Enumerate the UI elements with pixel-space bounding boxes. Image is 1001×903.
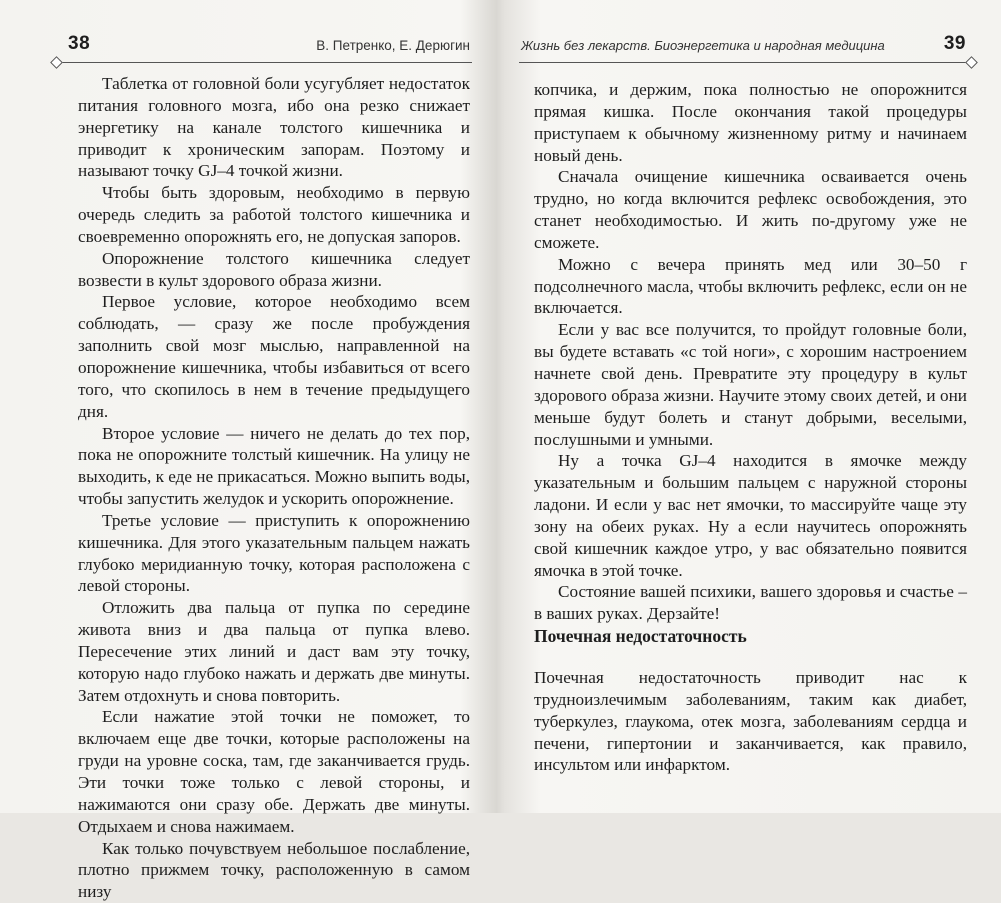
paragraph: Если нажатие этой точки не поможет, то включаем еще две точки, которые расположены на груди на уровне соска, там, где заканчивается грудь. Эти точки тоже только с левой стороны, и нажимаются они сразу обе. Держать две минуты. Отдыхаем и снова нажимаем. <box>78 707 470 836</box>
left-page-number: 38 <box>68 33 91 54</box>
right-page-number: 39 <box>943 33 966 54</box>
right-rule-ornament <box>965 56 978 69</box>
section-paragraph: Почечная недостаточность приводит нас к трудноизлечимым заболеваниям, таким как диабет, туберкулез, глаукома, отек мозга, заболеваниям сердца и печени, гипертонии и заканчивается, как правило, инсультом или инфарктом. <box>534 668 967 775</box>
paragraph: Как только почувствуем небольшое послабление, плотно прижмем точку, расположенную в самом низу <box>78 838 470 902</box>
paragraph: Третье условие — приступить к опорожнению кишечника. Для этого указательным пальцем нажать глубоко меридианную точку, которая расположена с левой стороны. <box>78 510 470 596</box>
paragraph: Таблетка от головной боли усугубляет недостаток питания головного мозга, ибо она резко снижает энергетику на канале толстого кишечника и приводит к хроническим запорам. Поэтому и называют точку GJ–4 точкой жизни. <box>78 74 470 181</box>
continued-paragraph: копчика, и держим, пока полностью не опорожнится прямая кишка. После окончания такой процедуры приступаем к обычному жизненному ритму и начинаем новый день. <box>534 80 967 165</box>
left-page <box>0 0 500 902</box>
paragraph: Сначала очищение кишечника осваивается очень трудно, но когда включится рефлекс освобождения, это станет необходимостью. И жить по-другому уже не сможете. <box>534 167 967 252</box>
right-header-rule <box>519 62 971 63</box>
left-rule-ornament <box>50 56 63 69</box>
paragraph: Можно с вечера принять мед или 30–50 г подсолнечного масла, чтобы включить рефлекс, если он не включается. <box>534 254 967 318</box>
paragraph: Если у вас все получится, то пройдут головные боли, вы будете вставать «с той ноги», с хорошим настроением начнете свой день. Превратите эту процедуру в культ здорового образа жизни. Научите этому своих детей, и они меньше будут болеть и станут добрыми, веселыми, послушными и умными. <box>534 320 967 449</box>
right-page-body <box>534 79 967 625</box>
right-page-header <box>521 33 966 57</box>
left-header-rule <box>56 62 472 63</box>
paragraph: Ну а точка GJ–4 находится в ямочке между указательным и большим пальцем с наружной стороны ладони. И если у вас нет ямочки, то массируйте чаще эту зону на обеих руках. Ну а если научитесь опорожнять свой кишечник каждое утро, у вас обязательно появится ямочка в этой точке. <box>534 451 967 580</box>
left-running-header: В. Петренко, Е. Дерюгин <box>316 38 470 53</box>
paragraph: Состояние вашей психики, вашего здоровья и счастье – в ваших руках. Дерзайте! <box>534 582 967 624</box>
section-heading: Почечная недостаточность <box>534 626 747 646</box>
paragraph: Отложить два пальца от пупка по середине живота вниз и два пальца от пупка влево. Пересечение этих линий и даст вам эту точку, которую надо глубоко нажать и держать две минуты. Затем отдохнуть и снова повторить. <box>78 598 470 705</box>
paragraph: Чтобы быть здоровым, необходимо в первую очередь следить за работой толстого кишечника и своевременно опорожнять его, не допуская запоров. <box>78 183 470 246</box>
left-page-header <box>68 33 470 57</box>
paragraph: Второе условие — ничего не делать до тех пор, пока не опорожните толстый кишечник. На улицу не выходить, к еде не прикасаться. Можно выпить воды, чтобы запустить желудок и ускорить опорожнение. <box>78 423 471 509</box>
right-running-header: Жизнь без лекарств. Биоэнергетика и народная медицина <box>521 38 885 53</box>
left-page-body <box>78 73 470 903</box>
right-page <box>501 0 1001 813</box>
section-body <box>534 667 967 776</box>
paragraph: Опорожнение толстого кишечника следует возвести в культ здорового образа жизни. <box>78 248 470 290</box>
paragraph: Первое условие, которое необходимо всем соблюдать, — сразу же после пробуждения заполнить свой мозг мыслью, направленной на опорожнение кишечника, чтобы избавиться от всего того, что скопилось в нем в течение предыдущего дня. <box>78 292 470 421</box>
